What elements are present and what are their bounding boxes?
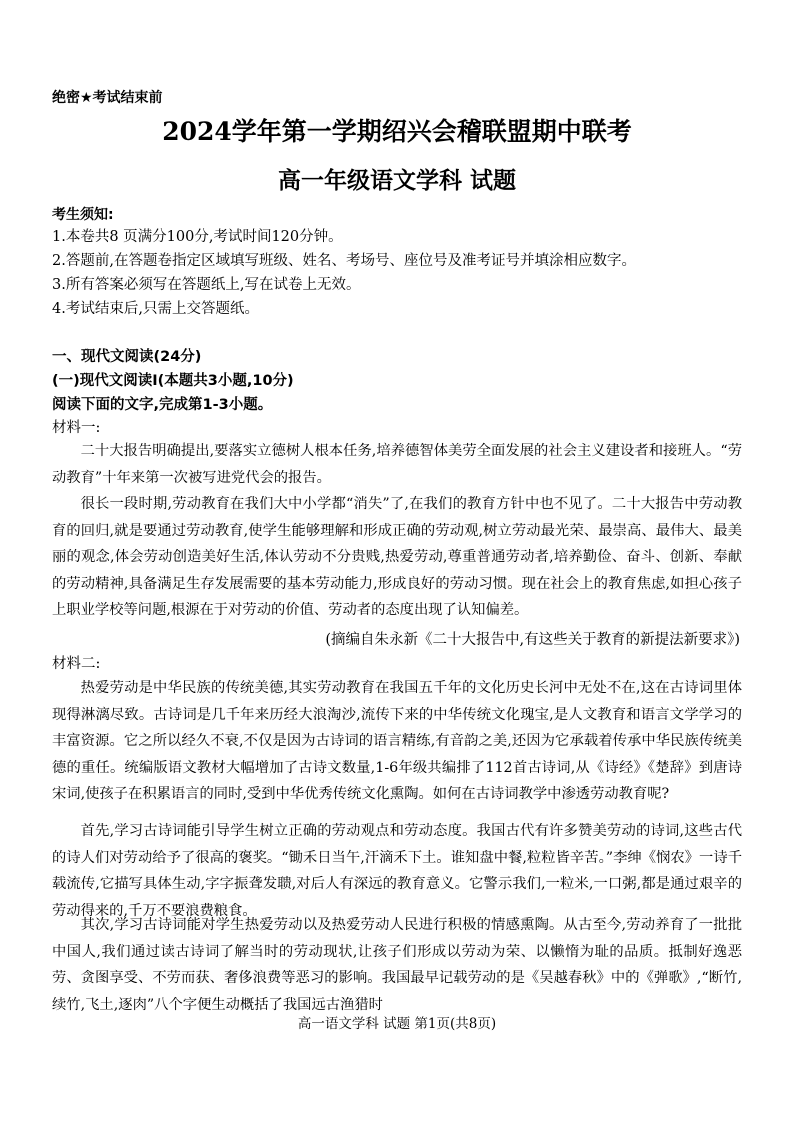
notice-heading: 考生须知:	[52, 207, 114, 223]
secret-mark: 绝密★考试结束前	[52, 90, 163, 106]
material2-paragraph: 其次,学习古诗词能对学生热爱劳动以及热爱劳动人民进行积极的情感熏陶。从古至今,劳动养育了一批批中国人,我们通过读古诗词了解当时的劳动现状,让孩子们形成以劳动为荣、以懒惰为耻的品质。抵制好逸恶劳、贪图享受、不劳而获、奢侈浪费等恶习的影响。我国最早记载劳动的是《吴越春秋》中的《弹歌》,“断竹,续竹,飞土,逐肉”八个字便生动概括了我国远古渔猎时	[52, 917, 742, 1013]
exam-subtitle: 高一年级语文学科 试题	[277, 167, 516, 194]
section-subtitle: (一)现代文阅读Ⅰ(本题共3小题,10分)	[52, 373, 294, 389]
exam-notice	[52, 205, 752, 321]
material1-source: (摘编自朱永新《二十大报告中,有这些关于教育的新提法新要求》)	[325, 632, 740, 648]
material1-paragraph: 二十大报告明确提出,要落实立德树人根本任务,培养德智体美劳全面发展的社会主义建设者和接班人。“劳动教育”十年来第一次被写进党代会的报告。	[52, 443, 742, 486]
exam-title: 2024学年第一学期绍兴会稽联盟期中联考	[162, 117, 632, 146]
section-instruction: 阅读下面的文字,完成第1-3小题。	[52, 397, 273, 413]
notice-item: 3.所有答案必须写在答题纸上,写在试卷上无效。	[52, 277, 361, 293]
notice-item: 2.答题前,在答题卷指定区域填写班级、姓名、考场号、座位号及准考证号并填涂相应数字。	[52, 253, 636, 269]
notice-item: 4.考试结束后,只需上交答题纸。	[52, 301, 259, 317]
section-title: 一、现代文阅读(24分)	[52, 349, 202, 365]
material2-paragraph: 热爱劳动是中华民族的传统美德,其实劳动教育在我国五千年的文化历史长河中无处不在,这在古诗词里体现得淋漓尽致。古诗词是几千年来历经大浪淘沙,流传下来的中华传统文化瑰宝,是人文教育和语言文学学习的丰富资源。它之所以经久不衰,不仅是因为古诗词的语言精练,有音韵之美,还因为它承载着传承中华民族传统美德的重任。统编版语文教材大幅增加了古诗文数量,1-6年级共编排了112首古诗词,从《诗经》《楚辞》到唐诗宋词,使孩子在积累语言的同时,受到中华优秀传统文化熏陶。如何在古诗词教学中渗透劳动教育呢?	[52, 680, 742, 802]
notice-item: 1.本卷共8 页满分100分,考试时间120分钟。	[52, 229, 343, 245]
material2-label: 材料二:	[52, 656, 101, 672]
page-footer: 高一语文学科 试题 第1页(共8页)	[297, 1016, 497, 1032]
material2-paragraph: 首先,学习古诗词能引导学生树立正确的劳动观点和劳动态度。我国古代有许多赞美劳动的诗词,这些古代的诗人们对劳动给予了很高的褒奖。“锄禾日当午,汗滴禾下土。谁知盘中餐,粒粒皆辛苦。”李绅《悯农》一诗千载流传,它描写具体生动,字字振聋发聩,对后人有深远的教育意义。它警示我们,一粒米,一口粥,都是通过艰辛的劳动得来的,千万不要浪费粮食。	[52, 823, 742, 919]
material1-label: 材料一:	[52, 420, 101, 436]
material1-paragraph: 很长一段时期,劳动教育在我们大中小学都“消失”了,在我们的教育方针中也不见了。二十大报告中劳动教育的回归,就是要通过劳动教育,使学生能够理解和形成正确的劳动观,树立劳动最光荣、最崇高、最伟大、最美丽的观念,体会劳动创造美好生活,体认劳动不分贵贱,热爱劳动,尊重普通劳动者,培养勤俭、奋斗、创新、奉献的劳动精神,具备满足生存发展需要的基本劳动能力,形成良好的劳动习惯。现在社会上的教育焦虑,如担心孩子上职业学校等问题,根源在于对劳动的价值、劳动者的态度出现了认知偏差。	[52, 496, 742, 618]
